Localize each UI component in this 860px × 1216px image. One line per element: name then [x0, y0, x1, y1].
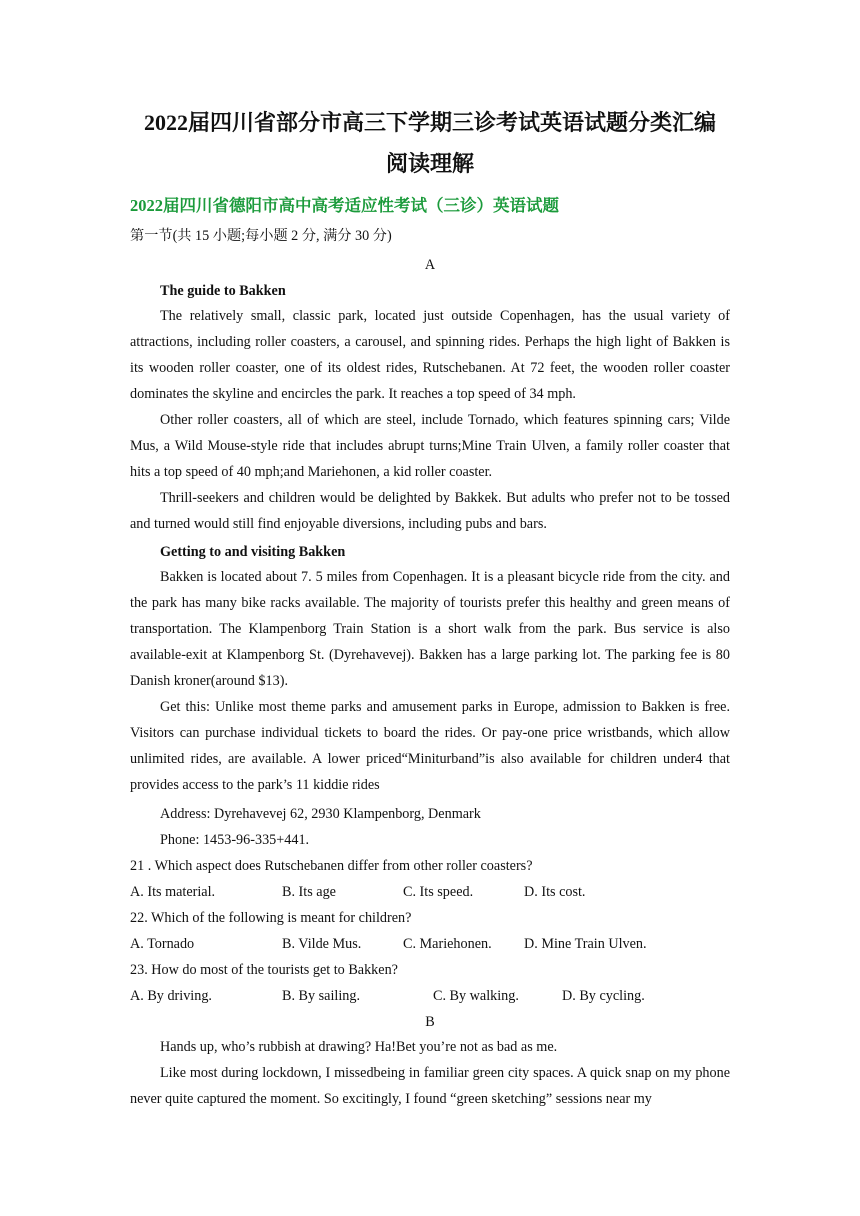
- question-21-option-d: D. Its cost.: [524, 884, 586, 900]
- section-info: 第一节(共 15 小题;每小题 2 分, 满分 30 分): [130, 228, 392, 244]
- question-22-option-d: D. Mine Train Ulven.: [524, 936, 647, 952]
- passage-a-paragraph-5: Get this: Unlike most theme parks and amusement parks in Europe, admission to Bakken is free. Visitors can purchase individual tickets to board the rides. Or pay-one price wristbands, which allow unlimited rides, are available. A lower priced“Miniturband”is also available for children under4 that provides access to the park’s 11 kiddie rides: [130, 699, 730, 793]
- question-23: 23. How do most of the tourists get to Bakken?: [130, 962, 398, 978]
- passage-a-paragraph-2: Other roller coasters, all of which are steel, include Tornado, which features spinning cars; Vilde Mus, a Wild Mouse-style ride that includes abrupt turns;Mine Train Ulven, a family roller coaster that hits a top speed of 40 mph;and Mariehonen, a kid roller coaster.: [130, 412, 730, 480]
- passage-a-letter: A: [424, 257, 436, 273]
- passage-a-paragraph-4: Bakken is located about 7. 5 miles from Copenhagen. It is a pleasant bicycle ride from the city. and the park has many bike racks available. The majority of tourists prefer this healthy and green means of transportation. The Klampenborg Train Station is a short walk from the park. Bus service is also available-exit at Klampenborg St. (Dyrehavevej). Bakken has a large parking lot. The parking fee is 80 Danish kroner(around $13).: [130, 569, 730, 689]
- document-title: 2022届四川省部分市高三下学期三诊考试英语试题分类汇编: [143, 110, 716, 135]
- question-22-option-a: A. Tornado: [130, 936, 195, 952]
- question-21-option-a: A. Its material.: [130, 884, 216, 900]
- exam-title: 2022届四川省德阳市高中高考适应性考试（三诊）英语试题: [130, 196, 559, 215]
- document-subtitle: 阅读理解: [385, 151, 474, 176]
- address: Address: Dyrehavevej 62, 2930 Klampenborg, Denmark: [160, 806, 481, 822]
- question-23-option-a: A. By driving.: [130, 988, 212, 1004]
- phone: Phone: 1453-96-335+441.: [160, 832, 310, 848]
- question-21-option-c: C. Its speed.: [403, 884, 474, 900]
- passage-b-paragraph-2: Like most during lockdown, I missedbeing in familiar green city spaces. A quick snap on my phone never quite captured the moment. So excitingly, I found “green sketching” sessions near my: [130, 1065, 730, 1107]
- question-21-option-b: B. Its age: [282, 884, 336, 900]
- passage-b-paragraph-1: Hands up, who’s rubbish at drawing? Ha!Bet you’re not as bad as me.: [160, 1039, 558, 1055]
- question-22: 22. Which of the following is meant for children?: [130, 910, 412, 926]
- question-23-option-d: D. By cycling.: [562, 988, 645, 1004]
- question-23-option-b: B. By sailing.: [282, 988, 361, 1004]
- question-22-option-b: B. Vilde Mus.: [282, 936, 362, 952]
- passage-b-letter: B: [425, 1014, 435, 1030]
- question-22-option-c: C. Mariehonen.: [403, 936, 492, 952]
- passage-a-paragraph-3: Thrill-seekers and children would be delighted by Bakkek. But adults who prefer not to be tossed and turned would still find enjoyable diversions, including pubs and bars.: [130, 490, 730, 532]
- question-23-option-c: C. By walking.: [433, 988, 519, 1004]
- passage-a-heading: The guide to Bakken: [160, 283, 286, 299]
- question-21: 21 . Which aspect does Rutschebanen differ from other roller coasters?: [130, 858, 533, 874]
- passage-a-heading-2: Getting to and visiting Bakken: [160, 544, 346, 560]
- passage-a-paragraph-1: The relatively small, classic park, located just outside Copenhagen, has the usual variety of attractions, including roller coasters, a carousel, and spinning rides. Perhaps the high light of Bakken is its wooden roller coaster, one of its oldest rides, Rutschebanen. At 72 feet, the wooden roller coaster dominates the skyline and encircles the park. It reaches a top speed of 34 mph.: [130, 308, 730, 402]
